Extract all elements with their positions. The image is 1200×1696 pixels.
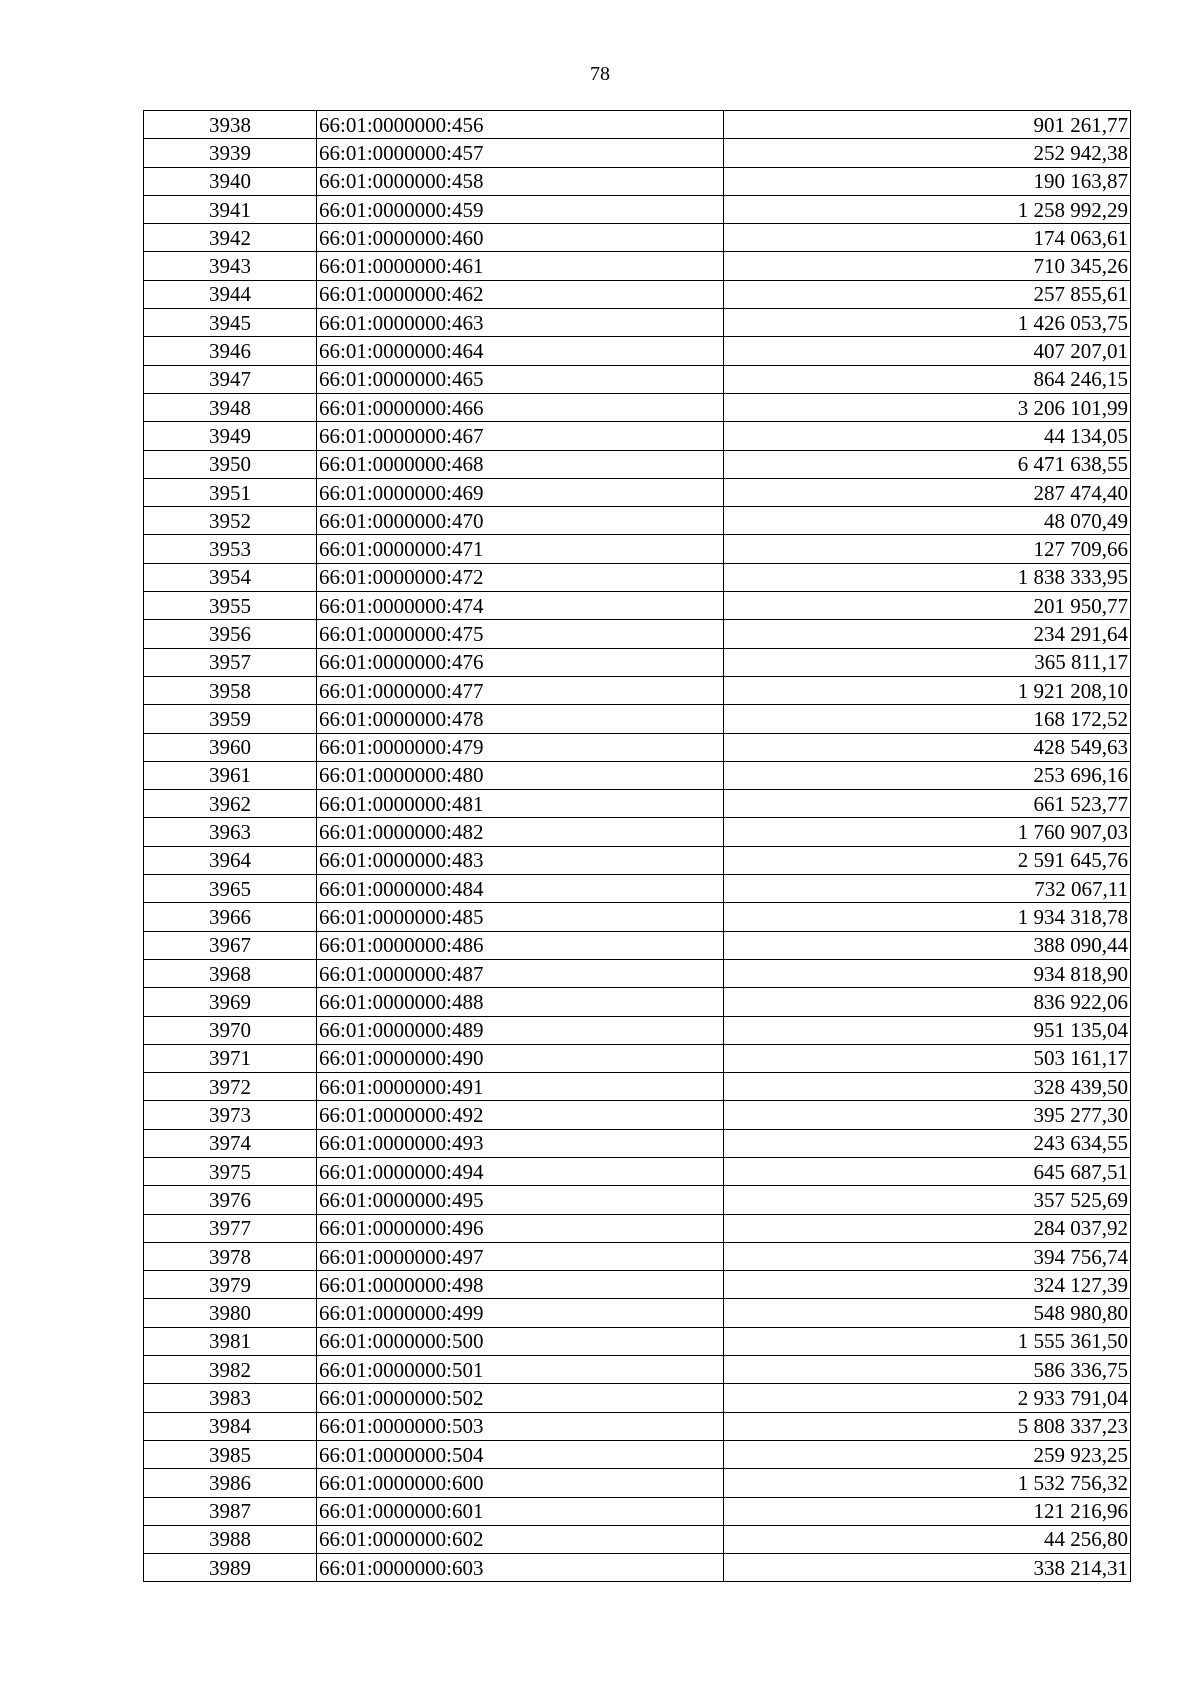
cadastral-value-cell: 661 523,77 [724, 790, 1131, 818]
cadastral-value-cell: 127 709,66 [724, 535, 1131, 563]
row-number-cell: 3953 [144, 535, 317, 563]
cadastral-number-cell: 66:01:0000000:489 [317, 1016, 724, 1044]
cadastral-number-cell: 66:01:0000000:497 [317, 1242, 724, 1270]
cadastral-value-cell: 1 934 318,78 [724, 903, 1131, 931]
table-row [144, 478, 1131, 506]
row-number-cell: 3938 [144, 111, 317, 139]
cadastral-value-cell: 1 921 208,10 [724, 676, 1131, 704]
cadastral-number-cell: 66:01:0000000:477 [317, 676, 724, 704]
cadastral-number-cell: 66:01:0000000:483 [317, 846, 724, 874]
cadastral-number-cell: 66:01:0000000:495 [317, 1186, 724, 1214]
table-row [144, 139, 1131, 167]
table-row [144, 1384, 1131, 1412]
row-number-cell: 3961 [144, 761, 317, 789]
table-row [144, 224, 1131, 252]
row-number-cell: 3946 [144, 337, 317, 365]
row-number-cell: 3948 [144, 393, 317, 421]
row-number-cell: 3986 [144, 1469, 317, 1497]
cadastral-value-cell: 1 532 756,32 [724, 1469, 1131, 1497]
table-row [144, 592, 1131, 620]
row-number-cell: 3956 [144, 620, 317, 648]
table-row [144, 648, 1131, 676]
cadastral-number-cell: 66:01:0000000:465 [317, 365, 724, 393]
cadastral-value-cell: 645 687,51 [724, 1157, 1131, 1185]
cadastral-number-cell: 66:01:0000000:502 [317, 1384, 724, 1412]
row-number-cell: 3982 [144, 1356, 317, 1384]
cadastral-number-cell: 66:01:0000000:488 [317, 988, 724, 1016]
row-number-cell: 3983 [144, 1384, 317, 1412]
cadastral-number-cell: 66:01:0000000:457 [317, 139, 724, 167]
cadastral-value-cell: 6 471 638,55 [724, 450, 1131, 478]
table-row [144, 1412, 1131, 1440]
table-row [144, 1214, 1131, 1242]
cadastral-value-cell: 934 818,90 [724, 959, 1131, 987]
cadastral-value-cell: 284 037,92 [724, 1214, 1131, 1242]
table-row [144, 620, 1131, 648]
cadastral-value-cell: 1 760 907,03 [724, 818, 1131, 846]
cadastral-value-cell: 2 933 791,04 [724, 1384, 1131, 1412]
table-row [144, 1101, 1131, 1129]
row-number-cell: 3947 [144, 365, 317, 393]
cadastral-number-cell: 66:01:0000000:485 [317, 903, 724, 931]
row-number-cell: 3974 [144, 1129, 317, 1157]
table-row [144, 1525, 1131, 1553]
row-number-cell: 3951 [144, 478, 317, 506]
cadastral-number-cell: 66:01:0000000:496 [317, 1214, 724, 1242]
cadastral-value-cell: 732 067,11 [724, 875, 1131, 903]
cadastral-number-cell: 66:01:0000000:470 [317, 507, 724, 535]
table-row [144, 1327, 1131, 1355]
table-row [144, 1242, 1131, 1270]
row-number-cell: 3959 [144, 705, 317, 733]
row-number-cell: 3971 [144, 1044, 317, 1072]
cadastral-number-cell: 66:01:0000000:472 [317, 563, 724, 591]
table-row [144, 450, 1131, 478]
table-row [144, 818, 1131, 846]
cadastral-value-cell: 395 277,30 [724, 1101, 1131, 1129]
row-number-cell: 3973 [144, 1101, 317, 1129]
cadastral-value-cell: 1 426 053,75 [724, 309, 1131, 337]
cadastral-value-cell: 324 127,39 [724, 1271, 1131, 1299]
cadastral-value-cell: 48 070,49 [724, 507, 1131, 535]
cadastral-number-cell: 66:01:0000000:482 [317, 818, 724, 846]
cadastral-number-cell: 66:01:0000000:504 [317, 1440, 724, 1468]
cadastral-number-cell: 66:01:0000000:481 [317, 790, 724, 818]
row-number-cell: 3949 [144, 422, 317, 450]
row-number-cell: 3967 [144, 931, 317, 959]
cadastral-value-cell: 328 439,50 [724, 1073, 1131, 1101]
cadastral-value-cell: 503 161,17 [724, 1044, 1131, 1072]
cadastral-number-cell: 66:01:0000000:499 [317, 1299, 724, 1327]
row-number-cell: 3987 [144, 1497, 317, 1525]
cadastral-value-cell: 901 261,77 [724, 111, 1131, 139]
row-number-cell: 3975 [144, 1157, 317, 1185]
cadastral-number-cell: 66:01:0000000:474 [317, 592, 724, 620]
table-row [144, 1554, 1131, 1582]
table-row [144, 1186, 1131, 1214]
cadastral-value-cell: 190 163,87 [724, 167, 1131, 195]
cadastral-value-cell: 586 336,75 [724, 1356, 1131, 1384]
cadastral-value-cell: 44 256,80 [724, 1525, 1131, 1553]
row-number-cell: 3960 [144, 733, 317, 761]
cadastral-number-cell: 66:01:0000000:468 [317, 450, 724, 478]
row-number-cell: 3977 [144, 1214, 317, 1242]
cadastral-number-cell: 66:01:0000000:467 [317, 422, 724, 450]
table-row [144, 875, 1131, 903]
cadastral-number-cell: 66:01:0000000:490 [317, 1044, 724, 1072]
cadastral-number-cell: 66:01:0000000:494 [317, 1157, 724, 1185]
row-number-cell: 3942 [144, 224, 317, 252]
table-row [144, 167, 1131, 195]
table-row [144, 507, 1131, 535]
table-row [144, 790, 1131, 818]
cadastral-value-cell: 201 950,77 [724, 592, 1131, 620]
row-number-cell: 3985 [144, 1440, 317, 1468]
cadastral-number-cell: 66:01:0000000:486 [317, 931, 724, 959]
cadastral-value-cell: 243 634,55 [724, 1129, 1131, 1157]
row-number-cell: 3980 [144, 1299, 317, 1327]
row-number-cell: 3964 [144, 846, 317, 874]
cadastral-number-cell: 66:01:0000000:491 [317, 1073, 724, 1101]
cadastral-number-cell: 66:01:0000000:460 [317, 224, 724, 252]
table-row [144, 252, 1131, 280]
table-row [144, 195, 1131, 223]
row-number-cell: 3940 [144, 167, 317, 195]
row-number-cell: 3988 [144, 1525, 317, 1553]
row-number-cell: 3978 [144, 1242, 317, 1270]
row-number-cell: 3963 [144, 818, 317, 846]
row-number-cell: 3976 [144, 1186, 317, 1214]
table-row [144, 422, 1131, 450]
cadastral-number-cell: 66:01:0000000:463 [317, 309, 724, 337]
row-number-cell: 3958 [144, 676, 317, 704]
cadastral-value-cell: 365 811,17 [724, 648, 1131, 676]
cadastral-value-cell: 338 214,31 [724, 1554, 1131, 1582]
cadastral-number-cell: 66:01:0000000:466 [317, 393, 724, 421]
cadastral-number-cell: 66:01:0000000:492 [317, 1101, 724, 1129]
cadastral-value-cell: 388 090,44 [724, 931, 1131, 959]
row-number-cell: 3970 [144, 1016, 317, 1044]
cadastral-value-cell: 168 172,52 [724, 705, 1131, 733]
table-row [144, 1356, 1131, 1384]
cadastral-value-cell: 287 474,40 [724, 478, 1131, 506]
row-number-cell: 3969 [144, 988, 317, 1016]
cadastral-number-cell: 66:01:0000000:498 [317, 1271, 724, 1299]
cadastral-number-cell: 66:01:0000000:602 [317, 1525, 724, 1553]
row-number-cell: 3962 [144, 790, 317, 818]
row-number-cell: 3968 [144, 959, 317, 987]
table-row [144, 959, 1131, 987]
table-row [144, 761, 1131, 789]
row-number-cell: 3989 [144, 1554, 317, 1582]
cadastral-number-cell: 66:01:0000000:464 [317, 337, 724, 365]
cadastral-number-cell: 66:01:0000000:469 [317, 478, 724, 506]
cadastral-number-cell: 66:01:0000000:458 [317, 167, 724, 195]
cadastral-number-cell: 66:01:0000000:601 [317, 1497, 724, 1525]
cadastral-number-cell: 66:01:0000000:501 [317, 1356, 724, 1384]
cadastral-value-cell: 174 063,61 [724, 224, 1131, 252]
row-number-cell: 3966 [144, 903, 317, 931]
cadastral-number-cell: 66:01:0000000:475 [317, 620, 724, 648]
cadastral-value-cell: 2 591 645,76 [724, 846, 1131, 874]
table-row [144, 903, 1131, 931]
cadastral-value-cell: 548 980,80 [724, 1299, 1131, 1327]
cadastral-number-cell: 66:01:0000000:600 [317, 1469, 724, 1497]
cadastral-value-cell: 1 555 361,50 [724, 1327, 1131, 1355]
cadastral-number-cell: 66:01:0000000:478 [317, 705, 724, 733]
row-number-cell: 3945 [144, 309, 317, 337]
table-row [144, 1440, 1131, 1468]
cadastral-number-cell: 66:01:0000000:462 [317, 280, 724, 308]
cadastral-number-cell: 66:01:0000000:461 [317, 252, 724, 280]
cadastral-value-cell: 710 345,26 [724, 252, 1131, 280]
table-row [144, 1469, 1131, 1497]
cadastral-number-cell: 66:01:0000000:471 [317, 535, 724, 563]
table-row [144, 1073, 1131, 1101]
table-row [144, 393, 1131, 421]
row-number-cell: 3972 [144, 1073, 317, 1101]
row-number-cell: 3941 [144, 195, 317, 223]
cadastral-number-cell: 66:01:0000000:493 [317, 1129, 724, 1157]
cadastral-number-cell: 66:01:0000000:487 [317, 959, 724, 987]
row-number-cell: 3952 [144, 507, 317, 535]
cadastral-value-cell: 253 696,16 [724, 761, 1131, 789]
cadastral-value-cell: 44 134,05 [724, 422, 1131, 450]
row-number-cell: 3979 [144, 1271, 317, 1299]
cadastral-value-table [143, 110, 1131, 1582]
row-number-cell: 3984 [144, 1412, 317, 1440]
table-row [144, 309, 1131, 337]
cadastral-value-cell: 836 922,06 [724, 988, 1131, 1016]
cadastral-number-cell: 66:01:0000000:459 [317, 195, 724, 223]
cadastral-value-cell: 1 838 333,95 [724, 563, 1131, 591]
cadastral-value-cell: 3 206 101,99 [724, 393, 1131, 421]
cadastral-value-cell: 257 855,61 [724, 280, 1131, 308]
cadastral-number-cell: 66:01:0000000:476 [317, 648, 724, 676]
cadastral-value-cell: 5 808 337,23 [724, 1412, 1131, 1440]
table-row [144, 705, 1131, 733]
cadastral-number-cell: 66:01:0000000:603 [317, 1554, 724, 1582]
table-row [144, 1299, 1131, 1327]
table-row [144, 563, 1131, 591]
table-row [144, 1129, 1131, 1157]
cadastral-number-cell: 66:01:0000000:503 [317, 1412, 724, 1440]
table-row [144, 1271, 1131, 1299]
table-row [144, 535, 1131, 563]
cadastral-value-cell: 357 525,69 [724, 1186, 1131, 1214]
table-row [144, 280, 1131, 308]
cadastral-number-cell: 66:01:0000000:484 [317, 875, 724, 903]
table-row [144, 988, 1131, 1016]
table-row [144, 1157, 1131, 1185]
table-row [144, 111, 1131, 139]
cadastral-value-cell: 234 291,64 [724, 620, 1131, 648]
table-row [144, 1044, 1131, 1072]
table-row [144, 365, 1131, 393]
row-number-cell: 3965 [144, 875, 317, 903]
cadastral-value-cell: 259 923,25 [724, 1440, 1131, 1468]
cadastral-number-cell: 66:01:0000000:479 [317, 733, 724, 761]
row-number-cell: 3954 [144, 563, 317, 591]
row-number-cell: 3943 [144, 252, 317, 280]
table-row [144, 337, 1131, 365]
cadastral-value-cell: 951 135,04 [724, 1016, 1131, 1044]
row-number-cell: 3944 [144, 280, 317, 308]
table-body [144, 111, 1131, 1582]
cadastral-value-cell: 394 756,74 [724, 1242, 1131, 1270]
cadastral-value-cell: 121 216,96 [724, 1497, 1131, 1525]
row-number-cell: 3981 [144, 1327, 317, 1355]
cadastral-number-cell: 66:01:0000000:480 [317, 761, 724, 789]
row-number-cell: 3957 [144, 648, 317, 676]
cadastral-value-cell: 864 246,15 [724, 365, 1131, 393]
row-number-cell: 3939 [144, 139, 317, 167]
table-row [144, 846, 1131, 874]
table-row [144, 1016, 1131, 1044]
table-row [144, 733, 1131, 761]
cadastral-value-cell: 407 207,01 [724, 337, 1131, 365]
table-row [144, 676, 1131, 704]
cadastral-value-cell: 428 549,63 [724, 733, 1131, 761]
table-row [144, 1497, 1131, 1525]
cadastral-value-cell: 252 942,38 [724, 139, 1131, 167]
cadastral-value-cell: 1 258 992,29 [724, 195, 1131, 223]
cadastral-number-cell: 66:01:0000000:500 [317, 1327, 724, 1355]
cadastral-number-cell: 66:01:0000000:456 [317, 111, 724, 139]
row-number-cell: 3955 [144, 592, 317, 620]
row-number-cell: 3950 [144, 450, 317, 478]
page-number: 78 [590, 63, 610, 85]
table-row [144, 931, 1131, 959]
